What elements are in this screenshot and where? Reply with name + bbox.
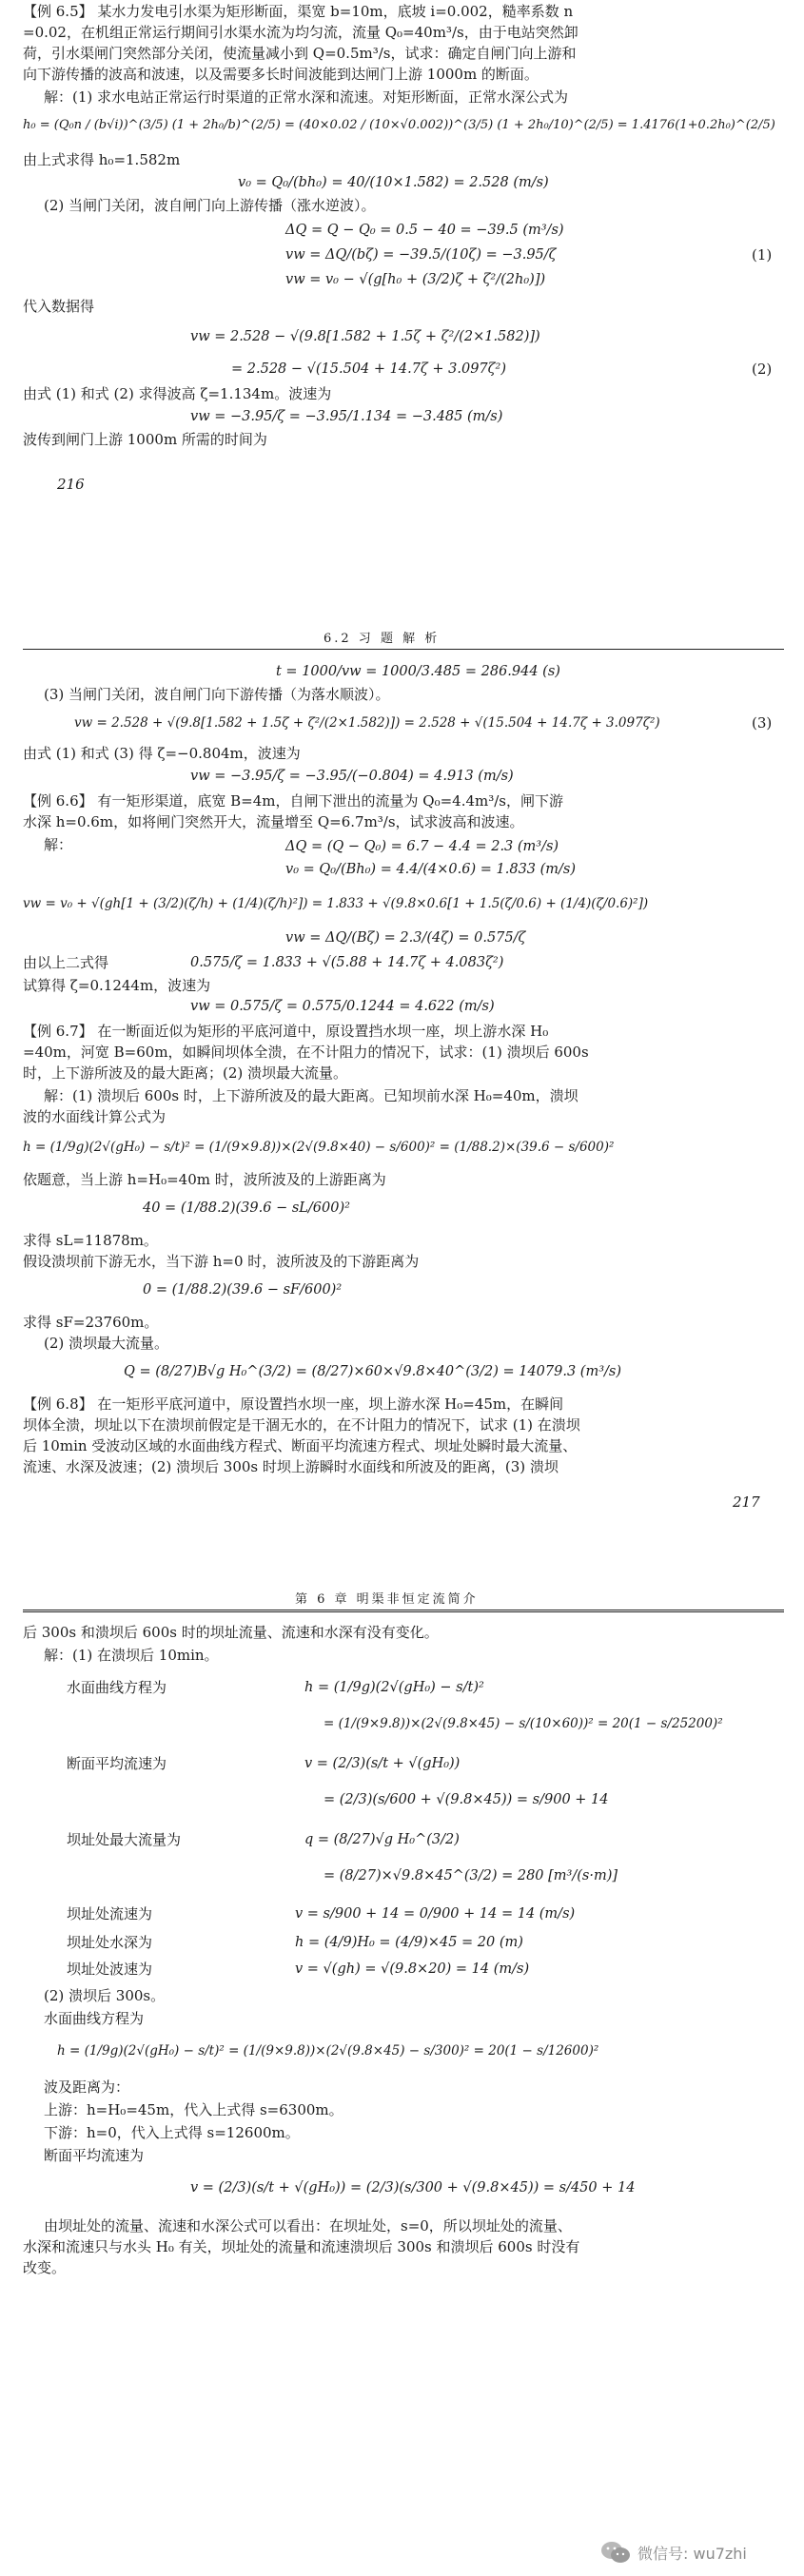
equation-wave-speed-2: vw = v₀ − √(g[h₀ + (3/2)ζ + ζ²/(2h₀)]): [285, 272, 546, 287]
equation-wave-speed-6-6: vw = v₀ + √(gh[1 + (3/2)(ζ/h) + (1/4)(ζ/h)²]) = 1.833 + √(9.8×0.6[1 + 1.5(ζ/0.6) + (1/4)(ζ/0.6)²]): [23, 896, 649, 911]
equation-combined: 0.575/ζ = 1.833 + √(5.88 + 14.7ζ + 4.083ζ²): [190, 955, 504, 970]
equation-substitution-1: vw = 2.528 − √(9.8[1.582 + 1.5ζ + ζ²/(2×1.582)]): [190, 329, 540, 344]
label-max-discharge: 坝址处最大流量为: [67, 1831, 182, 1848]
example-6-7-line-1: 【例 6.7】 在一断面近似为矩形的平底河道中，原设置挡水坝一座，坝上游水深 H₀: [23, 1023, 549, 1040]
equation-velocity-2: = (2/3)(s/600 + √(9.8×45)) = s/900 + 14: [324, 1792, 609, 1807]
equation-v0-6-6: v₀ = Q₀/(Bh₀) = 4.4/(4×0.6) = 1.833 (m/s): [285, 862, 577, 877]
equation-upstream: 40 = (1/88.2)(39.6 − sL/600)²: [143, 1200, 350, 1216]
equation-downstream-wave: vw = 2.528 + √(9.8[1.582 + 1.5ζ + ζ²/(2×1.582)]) = 2.528 + √(15.504 + 14.7ζ + 3.097ζ²): [74, 715, 660, 731]
downstream-result: 求得 sF=23760m。: [23, 1314, 159, 1331]
conclusion-line-3: 改变。: [23, 2259, 67, 2276]
downstream-wave-height: 由式 (1) 和式 (3) 得 ζ=−0.804m，波速为: [23, 745, 301, 762]
equation-dam-depth: h = (4/9)H₀ = (4/9)×45 = 20 (m): [295, 1935, 523, 1950]
page-number-217: 217: [733, 1493, 760, 1511]
equation-max-discharge: Q = (8/27)B√g H₀^(3/2) = (8/27)×60×√9.8×40^(3/2) = 14079.3 (m³/s): [124, 1364, 622, 1379]
wechat-icon: [599, 2540, 632, 2565]
equation-velocity-1: v = (2/3)(s/t + √(gH₀)): [304, 1756, 461, 1771]
example-6-5-line-1: 【例 6.5】 某水力发电引水渠为矩形断面，渠宽 b=10m，底坡 i=0.002，糙率系数 n: [23, 3, 574, 20]
equation-number-2: (2): [752, 361, 773, 378]
solution-label: 解：: [44, 836, 73, 853]
chapter-header: 第 6 章 明渠非恒定流简介: [295, 1592, 479, 1607]
watermark-text: 微信号: wu7zhi: [637, 2545, 747, 2563]
downstream-reach: 下游：h=0，代入上式得 s=12600m。: [44, 2124, 300, 2141]
time-text: 波传到闸门上游 1000m 所需的时间为: [23, 431, 267, 448]
equation-discharge-1: q = (8/27)√g H₀^(3/2): [304, 1832, 460, 1847]
header-rule: [23, 1610, 784, 1612]
solution-step-1: 解：(1) 求水电站正常运行时渠道的正常水深和流速。对矩形断面，正常水深公式为: [44, 88, 569, 106]
example-6-8-line-5: 后 300s 和溃坝后 600s 时的坝址流量、流速和水深有没有变化。: [23, 1624, 439, 1641]
wave-height-result: 由式 (1) 和式 (2) 求得波高 ζ=1.134m。波速为: [23, 385, 332, 402]
upstream-condition: 依题意，当上游 h=H₀=40m 时，波所波及的上游距离为: [23, 1171, 386, 1188]
example-6-8-line-1: 【例 6.8】 在一矩形平底河道中，原设置挡水坝一座，坝上游水深 H₀=45m，在瞬间: [23, 1395, 564, 1413]
page-218: [0, 1560, 804, 2576]
example-6-8-line-4: 流速、水深及波速；(2) 溃坝后 300s 时坝上游瞬时水面线和所波及的距离，(3) 溃坝: [23, 1458, 559, 1475]
equation-surface-2: = (1/(9×9.8))×(2√(9.8×45) − s/(10×60))² = 20(1 − s/25200)²: [324, 1716, 723, 1731]
downstream-condition: 假设溃坝前下游无水，当下游 h=0 时，波所波及的下游距离为: [23, 1253, 420, 1270]
equation-delta-q-6-6: ΔQ = (Q − Q₀) = 6.7 − 4.4 = 2.3 (m³/s): [285, 839, 559, 854]
label-dam-velocity: 坝址处流速为: [67, 1905, 153, 1922]
example-6-5-line-2: =0.02，在机组正常运行期间引水渠水流为均匀流，流量 Q₀=40m³/s，由于电站突然卸: [23, 24, 578, 41]
solution-6-7-line-2: 波的水面线计算公式为: [23, 1108, 167, 1125]
surface-equation-300s-label: 水面曲线方程为: [44, 2010, 145, 2027]
example-6-7-line-3: 时，上下游所波及的最大距离；(2) 溃坝最大流量。: [23, 1064, 348, 1082]
equation-dam-velocity: v = s/900 + 14 = 0/900 + 14 = 14 (m/s): [295, 1906, 576, 1922]
solution-6-8-step-2: (2) 溃坝后 300s。: [44, 1987, 166, 2004]
example-6-5-line-3: 荷，引水渠闸门突然部分关闭，使流量减小到 Q=0.5m³/s，试求：确定自闸门向上游和: [23, 45, 577, 62]
equation-dam-wave: v = √(gh) = √(9.8×20) = 14 (m/s): [295, 1961, 530, 1977]
conclusion-line-2: 水深和流速只与水头 H₀ 有关，坝址处的流量和流速溃坝后 300s 和溃坝后 600s 时没有: [23, 2238, 580, 2255]
equation-time: t = 1000/vw = 1000/3.485 = 286.944 (s): [276, 664, 560, 679]
page-number-216: 216: [57, 476, 85, 493]
equation-number-1: (1): [752, 246, 773, 263]
label-dam-wave: 坝址处波速为: [67, 1961, 153, 1978]
equation-dam-break-surface: h = (1/9g)(2√(gH₀) − s/t)² = (1/(9×9.8))×(2√(9.8×40) − s/600)² = (1/88.2)×(39.6 − s/600)²: [23, 1140, 615, 1155]
substitute-text: 代入数据得: [23, 298, 95, 315]
page-216: [0, 0, 804, 571]
equation-wave-speed-1: vw = ΔQ/(bζ) = −39.5/(10ζ) = −3.95/ζ: [285, 247, 557, 263]
upstream-result: 求得 sL=11878m。: [23, 1232, 158, 1249]
equation-velocity-300s: v = (2/3)(s/t + √(gH₀)) = (2/3)(s/300 + √(9.8×45)) = s/450 + 14: [190, 2180, 636, 2195]
equation-delta-q: ΔQ = Q − Q₀ = 0.5 − 40 = −39.5 (m³/s): [285, 223, 564, 238]
equation-downstream-speed: vw = −3.95/ζ = −3.95/(−0.804) = 4.913 (m/s): [190, 769, 514, 784]
example-6-7-line-2: =40m，河宽 B=60m，如瞬间坝体全溃，在不计阻力的情况下，试求：(1) 溃坝后 600s: [23, 1044, 589, 1061]
equation-substitution-2: = 2.528 − √(15.504 + 14.7ζ + 3.097ζ²): [231, 361, 506, 377]
equation-discharge-2: = (8/27)×√9.8×45^(3/2) = 280 [m³/(s·m)]: [324, 1868, 618, 1883]
example-6-6-line-2: 水深 h=0.6m，如将闸门突然开大，流量增至 Q=6.7m³/s，试求波高和波速。: [23, 813, 524, 830]
solution-step-3: (3) 当闸门关闭，波自闸门向下游传播（为落水顺波）。: [44, 686, 390, 703]
page-217: [0, 571, 804, 1560]
solution-6-7-line-1: 解：(1) 溃坝后 600s 时，上下游所波及的最大距离。已知坝前水深 H₀=40m，溃坝: [44, 1087, 578, 1104]
combine-text: 由以上二式得: [23, 954, 109, 971]
example-6-5-line-4: 向下游传播的波高和波速，以及需要多长时间波能到达闸门上游 1000m 的断面。: [23, 66, 539, 83]
label-dam-depth: 坝址处水深为: [67, 1934, 153, 1951]
conclusion-line-1: 由坝址处的流量、流速和水深公式可以看出：在坝址处，s=0，所以坝址处的流量、: [44, 2217, 572, 2234]
normal-depth-result: 由上式求得 h₀=1.582m: [23, 151, 181, 168]
trial-result: 试算得 ζ=0.1244m，波速为: [23, 977, 211, 994]
equation-number-3: (3): [752, 714, 773, 732]
label-surface-equation: 水面曲线方程为: [67, 1679, 167, 1696]
equation-wave-speed-result: vw = 0.575/ζ = 0.575/0.1244 = 4.622 (m/s): [190, 999, 495, 1014]
example-6-8-line-3: 后 10min 受波动区域的水面曲线方程式、断面平均流速方程式、坝址处瞬时最大流量、: [23, 1437, 578, 1454]
header-rule: [23, 649, 784, 650]
equation-downstream: 0 = (1/88.2)(39.6 − sF/600)²: [143, 1282, 343, 1298]
equation-normal-velocity: v₀ = Q₀/(bh₀) = 40/(10×1.582) = 2.528 (m/s): [238, 175, 549, 190]
solution-6-8-step-1: 解：(1) 在溃坝后 10min。: [44, 1647, 219, 1664]
equation-wave-speed-6-6-b: vw = ΔQ/(Bζ) = 2.3/(4ζ) = 0.575/ζ: [285, 930, 526, 946]
upstream-reach: 上游：h=H₀=45m，代入上式得 s=6300m。: [44, 2101, 343, 2118]
equation-normal-depth: h₀ = (Q₀n / (b√i))^(3/5) (1 + 2h₀/b)^(2/5) = (40×0.02 / (10×√0.002))^(3/5) (1 + 2h₀/10)^(2/5) = 1.4176(1+0.2h₀)^(2/5): [23, 118, 775, 132]
solution-6-7-step-2: (2) 溃坝最大流量。: [44, 1335, 169, 1352]
solution-step-2: (2) 当闸门关闭，波自闸门向上游传播（涨水逆波）。: [44, 197, 376, 214]
equation-surface-1: h = (1/9g)(2√(gH₀) − s/t)²: [304, 1680, 484, 1695]
running-header: 6.2 习 题 解 析: [324, 632, 441, 646]
example-6-8-line-2: 坝体全溃，坝址以下在溃坝前假定是干涸无水的，在不计阻力的情况下，试求 (1) 在溃坝: [23, 1416, 580, 1434]
reach-label: 波及距离为：: [44, 2078, 130, 2096]
label-velocity: 断面平均流速为: [67, 1755, 167, 1772]
equation-wave-speed-3: vw = −3.95/ζ = −3.95/1.134 = −3.485 (m/s): [190, 409, 503, 424]
velocity-300s-label: 断面平均流速为: [44, 2147, 145, 2164]
equation-surface-300s: h = (1/9g)(2√(gH₀) − s/t)² = (1/(9×9.8))×(2√(9.8×45) − s/300)² = 20(1 − s/12600)²: [57, 2043, 599, 2059]
example-6-6-line-1: 【例 6.6】 有一矩形渠道，底宽 B=4m，自闸下泄出的流量为 Q₀=4.4m³/s，闸下游: [23, 792, 564, 810]
